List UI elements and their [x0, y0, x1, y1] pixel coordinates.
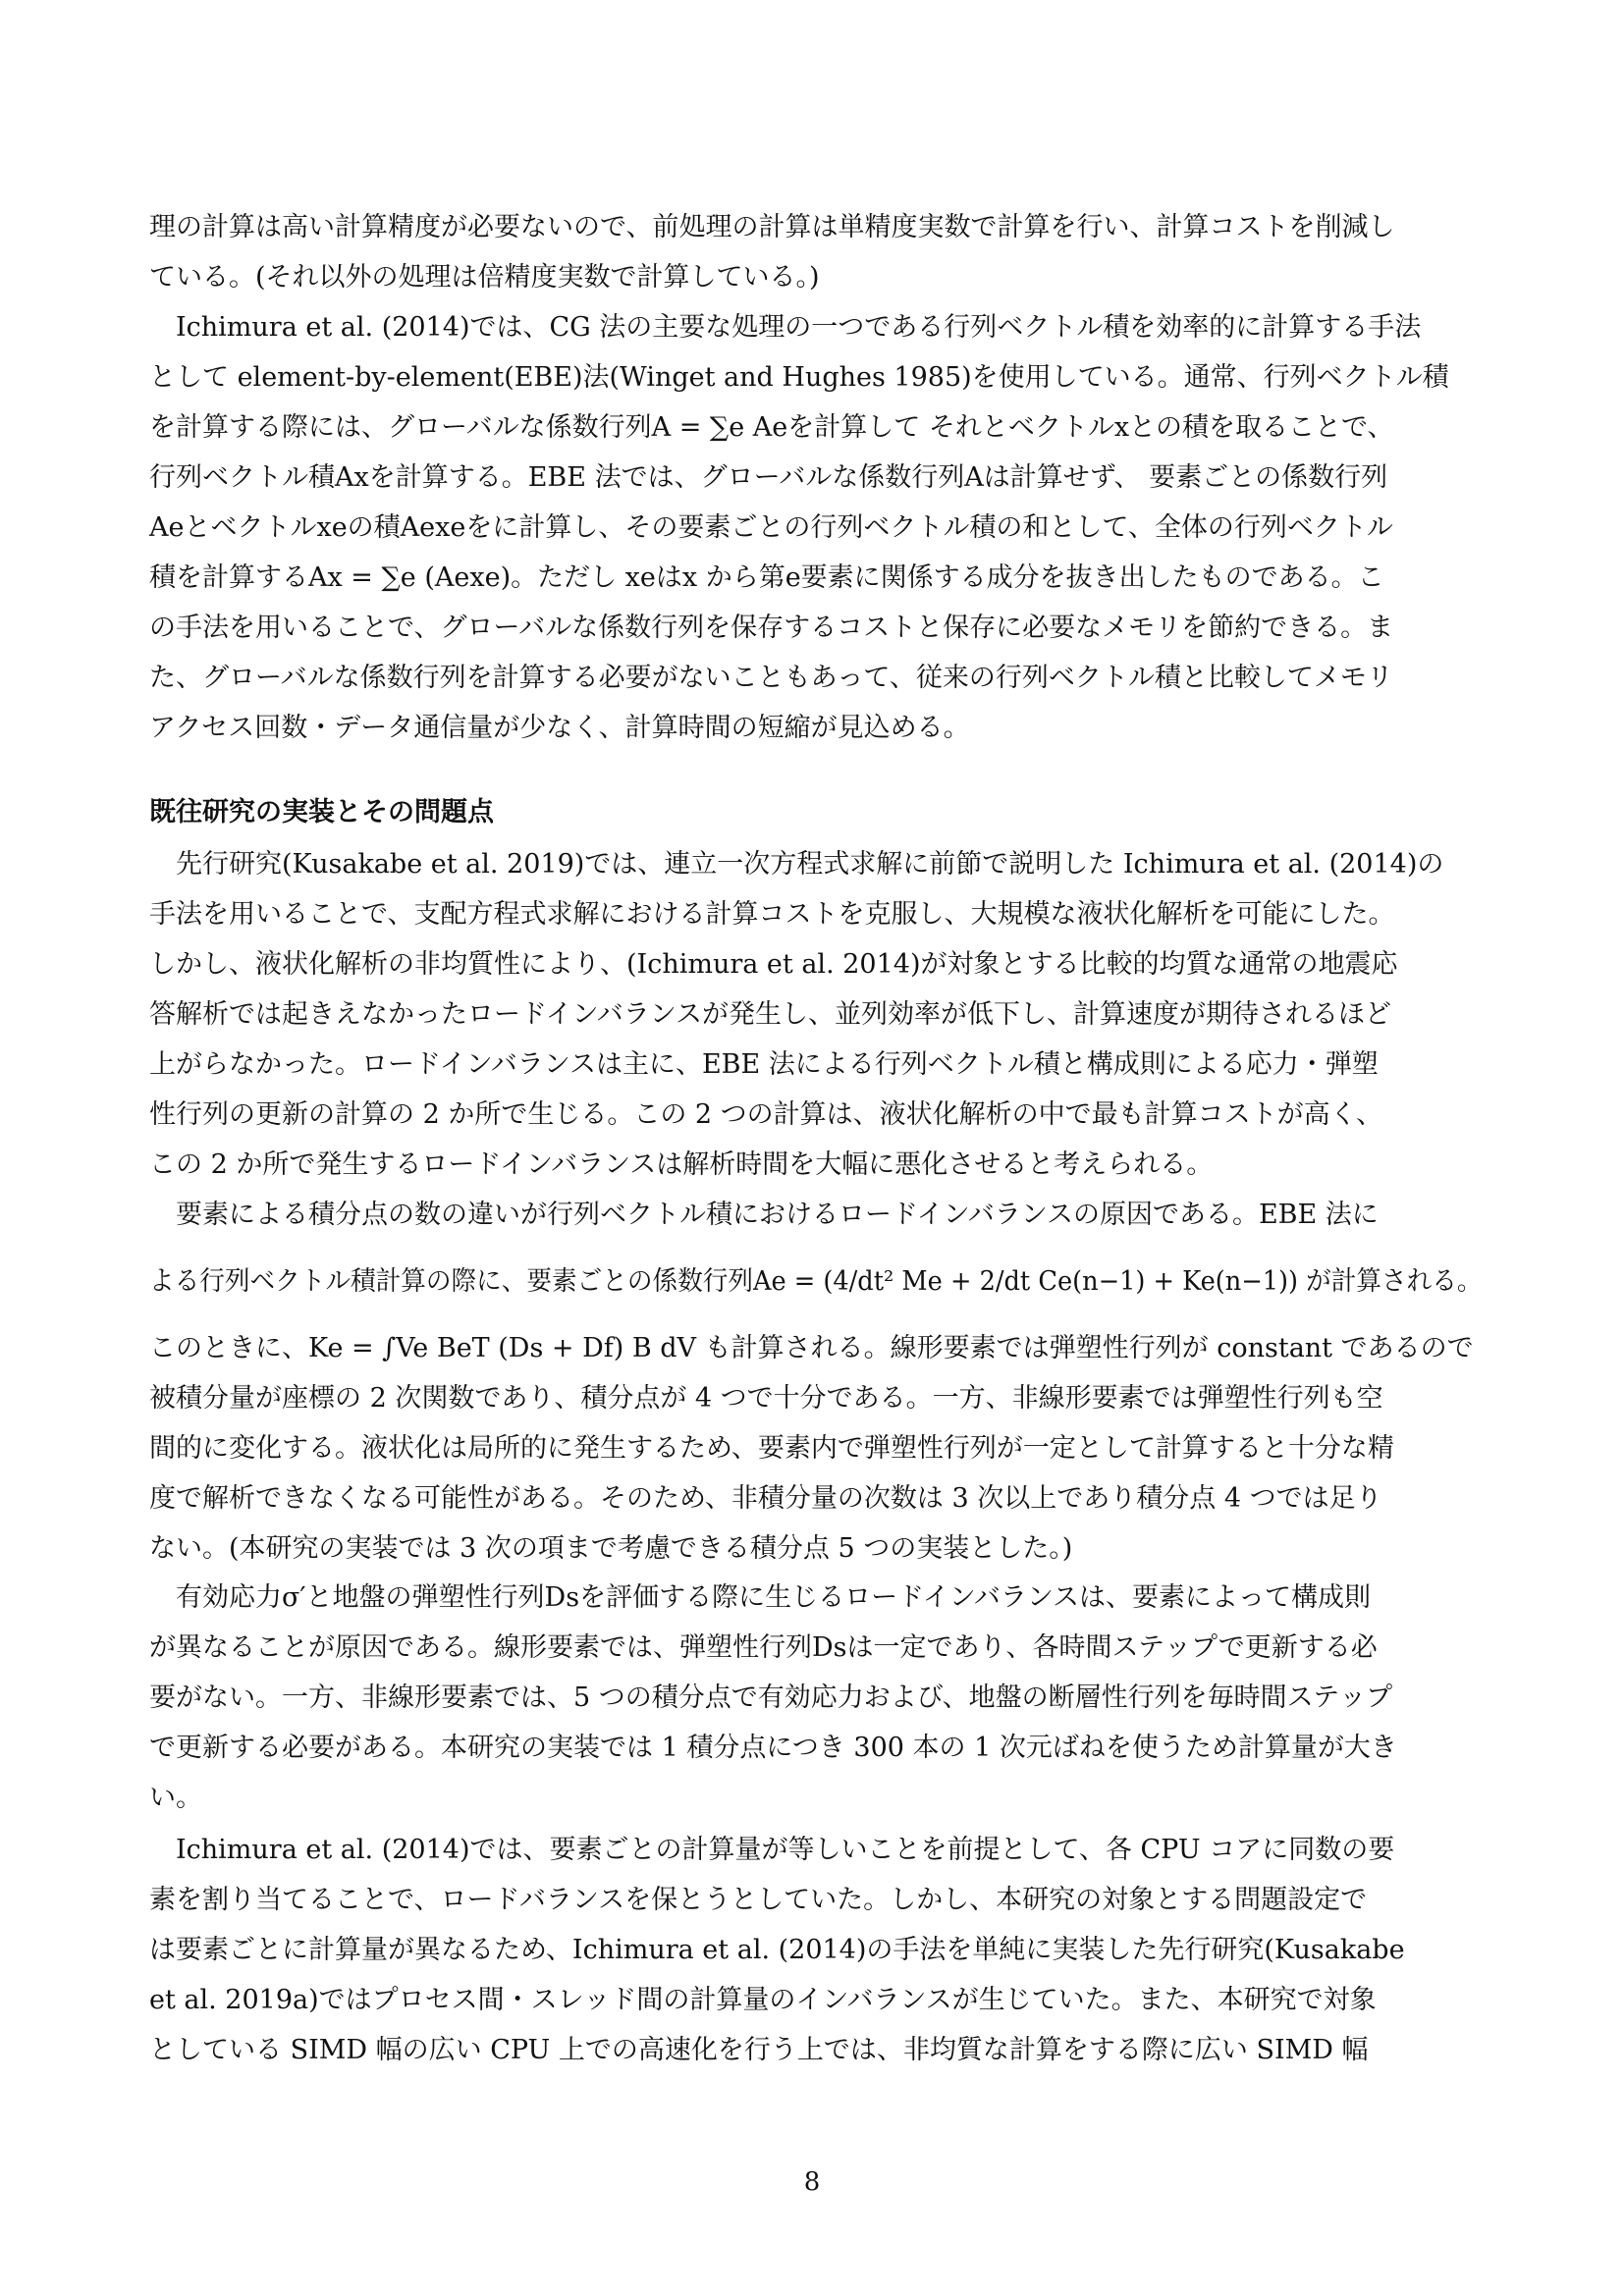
text-line: アクセス回数・データ通信量が少なく、計算時間の短縮が見込める。 [149, 713, 970, 743]
text-line: 上がらなかった。ロードインバランスは主に、EBE 法による行列ベクトル積と構成則による応力・弾塑 [149, 1049, 1379, 1080]
text-line: Aeとベクトルxeの積Aexeをに計算し、その要素ごとの行列ベクトル積の和として、全体の行列ベクトル [149, 512, 1393, 543]
text-line: よる行列ベクトル積計算の際に、要素ごとの係数行列Ae = (4/dt² Me + 2/dt Ce(n−1) + Ke(n−1)) が計算される。 [149, 1266, 1483, 1297]
text-line: ない。(本研究の実装では 3 次の項まで考慮できる積分点 5 つの実装とした。) [149, 1533, 1073, 1564]
text-line: が異なることが原因である。線形要素では、弾塑性行列Dsは一定であり、各時間ステップで更新する必 [149, 1632, 1378, 1663]
text-line: 被積分量が座標の 2 次関数であり、積分点が 4 つで十分である。一方、非線形要素では弾塑性行列も空 [149, 1383, 1383, 1414]
text-line: 度で解析できなくなる可能性がある。そのため、非積分量の次数は 3 次以上であり積分点 4 つでは足り [149, 1483, 1382, 1514]
text-line: 先行研究(Kusakabe et al. 2019)では、連立一次方程式求解に前節で説明した Ichimura et al. (2014)の [149, 849, 1444, 880]
text-line: としている SIMD 幅の広い CPU 上での高速化を行う上では、非均質な計算をする際に広い SIMD 幅 [149, 2035, 1369, 2065]
text-line: 行列ベクトル積Axを計算する。EBE 法では、グローバルな係数行列Aは計算せず、 要素ごとの係数行列 [149, 462, 1388, 493]
text-line: et al. 2019a)ではプロセス間・スレッド間の計算量のインバランスが生じていた。また、本研究で対象 [149, 1985, 1377, 2015]
text-line: を計算する際には、グローバルな係数行列A = ∑e Aeを計算して それとベクトルxとの積を取ることで、 [149, 412, 1394, 443]
text-line: 理の計算は高い計算精度が必要ないので、前処理の計算は単精度実数で計算を行い、計算コストを削減し [149, 212, 1395, 242]
text-line: の手法を用いることで、グローバルな係数行列を保存するコストと保存に必要なメモリを節約できる。ま [149, 613, 1394, 643]
text-line: 性行列の更新の計算の 2 か所で生じる。この 2 つの計算は、液状化解析の中で最も計算コストが高く、 [149, 1099, 1383, 1130]
text-line: 答解析では起きえなかったロードインバランスが発生し、並列効率が低下し、計算速度が期待されるほど [149, 999, 1391, 1030]
text-line: Ichimura et al. (2014)では、要素ごとの計算量が等しいことを前提として、各 CPU コアに同数の要 [149, 1835, 1395, 1865]
text-line: この 2 か所で発生するロードインバランスは解析時間を大幅に悪化させると考えられる。 [149, 1149, 1214, 1180]
text-line: 間的に変化する。液状化は局所的に発生するため、要素内で弾塑性行列が一定として計算すると十分な精 [149, 1433, 1394, 1464]
page-number: 8 [803, 2167, 821, 2197]
section-heading-text: 既往研究の実装とその問題点 [149, 797, 494, 828]
text-line: で更新する必要がある。本研究の実装では 1 積分点につき 300 本の 1 次元ばねを使うため計算量が大き [149, 1733, 1397, 1763]
text-line: 要がない。一方、非線形要素では、5 つの積分点で有効応力および、地盤の断層性行列を毎時間ステップ [149, 1682, 1393, 1713]
text-line: 積を計算するAx = ∑e (Aexe)。ただし xeはx から第e要素に関係する成分を抜き出したものである。こ [149, 562, 1384, 593]
text-line: 要素による積分点の数の違いが行列ベクトル積におけるロードインバランスの原因である。EBE 法に [149, 1200, 1379, 1230]
text-line: い。 [149, 1783, 202, 1813]
text-line: ている。(それ以外の処理は倍精度実数で計算している。) [149, 262, 820, 293]
text-line: 有効応力σ′と地盤の弾塑性行列Dsを評価する際に生じるロードインバランスは、要素によって構成則 [149, 1582, 1372, 1613]
text-line: このときに、Ke = ∫Ve BeT (Ds + Df) B dV も計算される。線形要素では弾塑性行列が constant であるので [149, 1333, 1474, 1363]
text-line: 素を割り当てることで、ロードバランスを保とうとしていた。しかし、本研究の対象とする問題設定で [149, 1885, 1368, 1915]
text-line: は要素ごとに計算量が異なるため、Ichimura et al. (2014)の手法を単純に実装した先行研究(Kusakabe [149, 1935, 1405, 1965]
text-line: 手法を用いることで、支配方程式求解における計算コストを克服し、大規模な液状化解析を可能にした。 [149, 899, 1395, 930]
text-line: た、グローバルな係数行列を計算する必要がないこともあって、従来の行列ベクトル積と比較してメモリ [149, 663, 1393, 693]
text-line: しかし、液状化解析の非均質性により、(Ichimura et al. 2014)が対象とする比較的均質な通常の地震応 [149, 949, 1398, 980]
text-line: Ichimura et al. (2014)では、CG 法の主要な処理の一つである行列ベクトル積を効率的に計算する手法 [149, 312, 1422, 343]
text-line: として element-by-element(EBE)法(Winget and Hughes 1985)を使用している。通常、行列ベクトル積 [149, 362, 1449, 393]
